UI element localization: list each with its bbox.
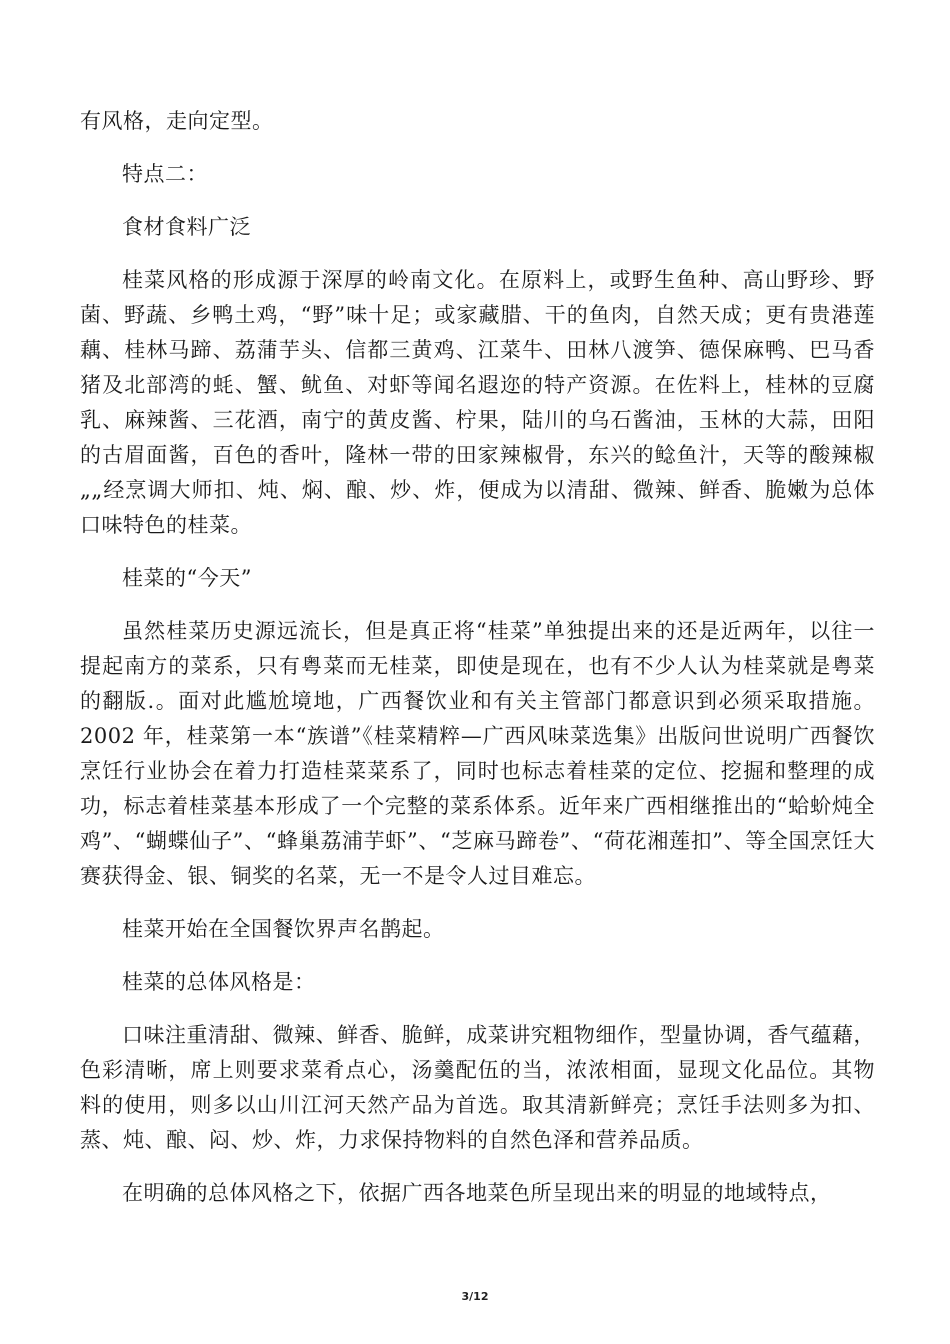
paragraph-regional: 在明确的总体风格之下，依据广西各地菜色所呈现出来的明显的地域特点， [122, 1181, 832, 1205]
page-number: 3/12 [461, 1290, 489, 1303]
paragraph-ingredients-heading: 食材食料广泛 [122, 215, 251, 239]
paragraph-fame: 桂菜开始在全国餐饮界声名鹊起。 [122, 917, 445, 941]
paragraph-today-heading: 桂菜的“今天” [122, 566, 252, 590]
document-body [80, 104, 875, 1229]
paragraph-continuation: 有风格，走向定型。 [80, 109, 274, 133]
paragraph-style-body: 口味注重清甜、微辣、鲜香、脆鲜，成菜讲究粗物细作，型量协调，香气蕴藉，色彩清晰，席上则要求菜肴点心，汤羹配伍的当，浓浓相面，显现文化品位。其物料的使用，则多以山川江河天然产品为首选。取其清新鲜亮；烹饪手法则多为扣、蒸、炖、酿、闷、炒、炸，力求保持物料的自然色泽和营养品质。 [80, 1023, 875, 1152]
paragraph-ingredients-body: 桂菜风格的形成源于深厚的岭南文化。在原料上，或野生鱼种、高山野珍、野菌、野蔬、乡鸭土鸡，“野”味十足；或家藏腊、干的鱼肉，自然天成；更有贵港莲藕、桂林马蹄、荔蒲芋头、信都三黄鸡、江菜牛、田林八渡笋、德保麻鸭、巴马香猪及北部湾的蚝、蟹、鱿鱼、对虾等闻名遐迩的特产资源。在佐料上，桂林的豆腐乳、麻辣酱、三花酒，南宁的黄皮酱、柠果，陆川的乌石酱油，玉林的大蒜，田阳的古眉面酱，百色的香叶，隆林一带的田家辣椒骨，东兴的鲶鱼汁，天等的酸辣椒„„经烹调大师扣、炖、焖、酿、炒、炸，便成为以清甜、微辣、鲜香、脆嫩为总体口味特色的桂菜。 [80, 268, 875, 537]
paragraph-style-heading: 桂菜的总体风格是： [122, 970, 316, 994]
paragraph-today-body: 虽然桂菜历史源远流长，但是真正将“桂菜”单独提出来的还是近两年，以往一提起南方的菜系，只有粤菜而无桂菜，即使是现在，也有不少人认为桂菜就是粤菜的翻版.。面对此尴尬境地，广西餐饮业和有关主管部门都意识到必须采取措施。2002 年，桂菜第一本“族谱”《桂菜精粹—广西风味菜选集》出版问世说明广西餐饮烹饪行业协会在着力打造桂菜菜系了，同时也标志着桂菜的定位、挖掘和整理的成功，标志着桂菜基本形成了一个完整的菜系体系。近年来广西相继推出的“蛤蚧炖全鸡”、“蝴蝶仙子”、“蜂巢荔浦芋虾”、“芝麻马蹄卷”、“荷花湘莲扣”、等全国烹饪大赛获得金、银、铜奖的名菜，无一不是令人过目难忘。 [80, 619, 875, 888]
paragraph-feature-two-heading: 特点二： [122, 162, 208, 186]
